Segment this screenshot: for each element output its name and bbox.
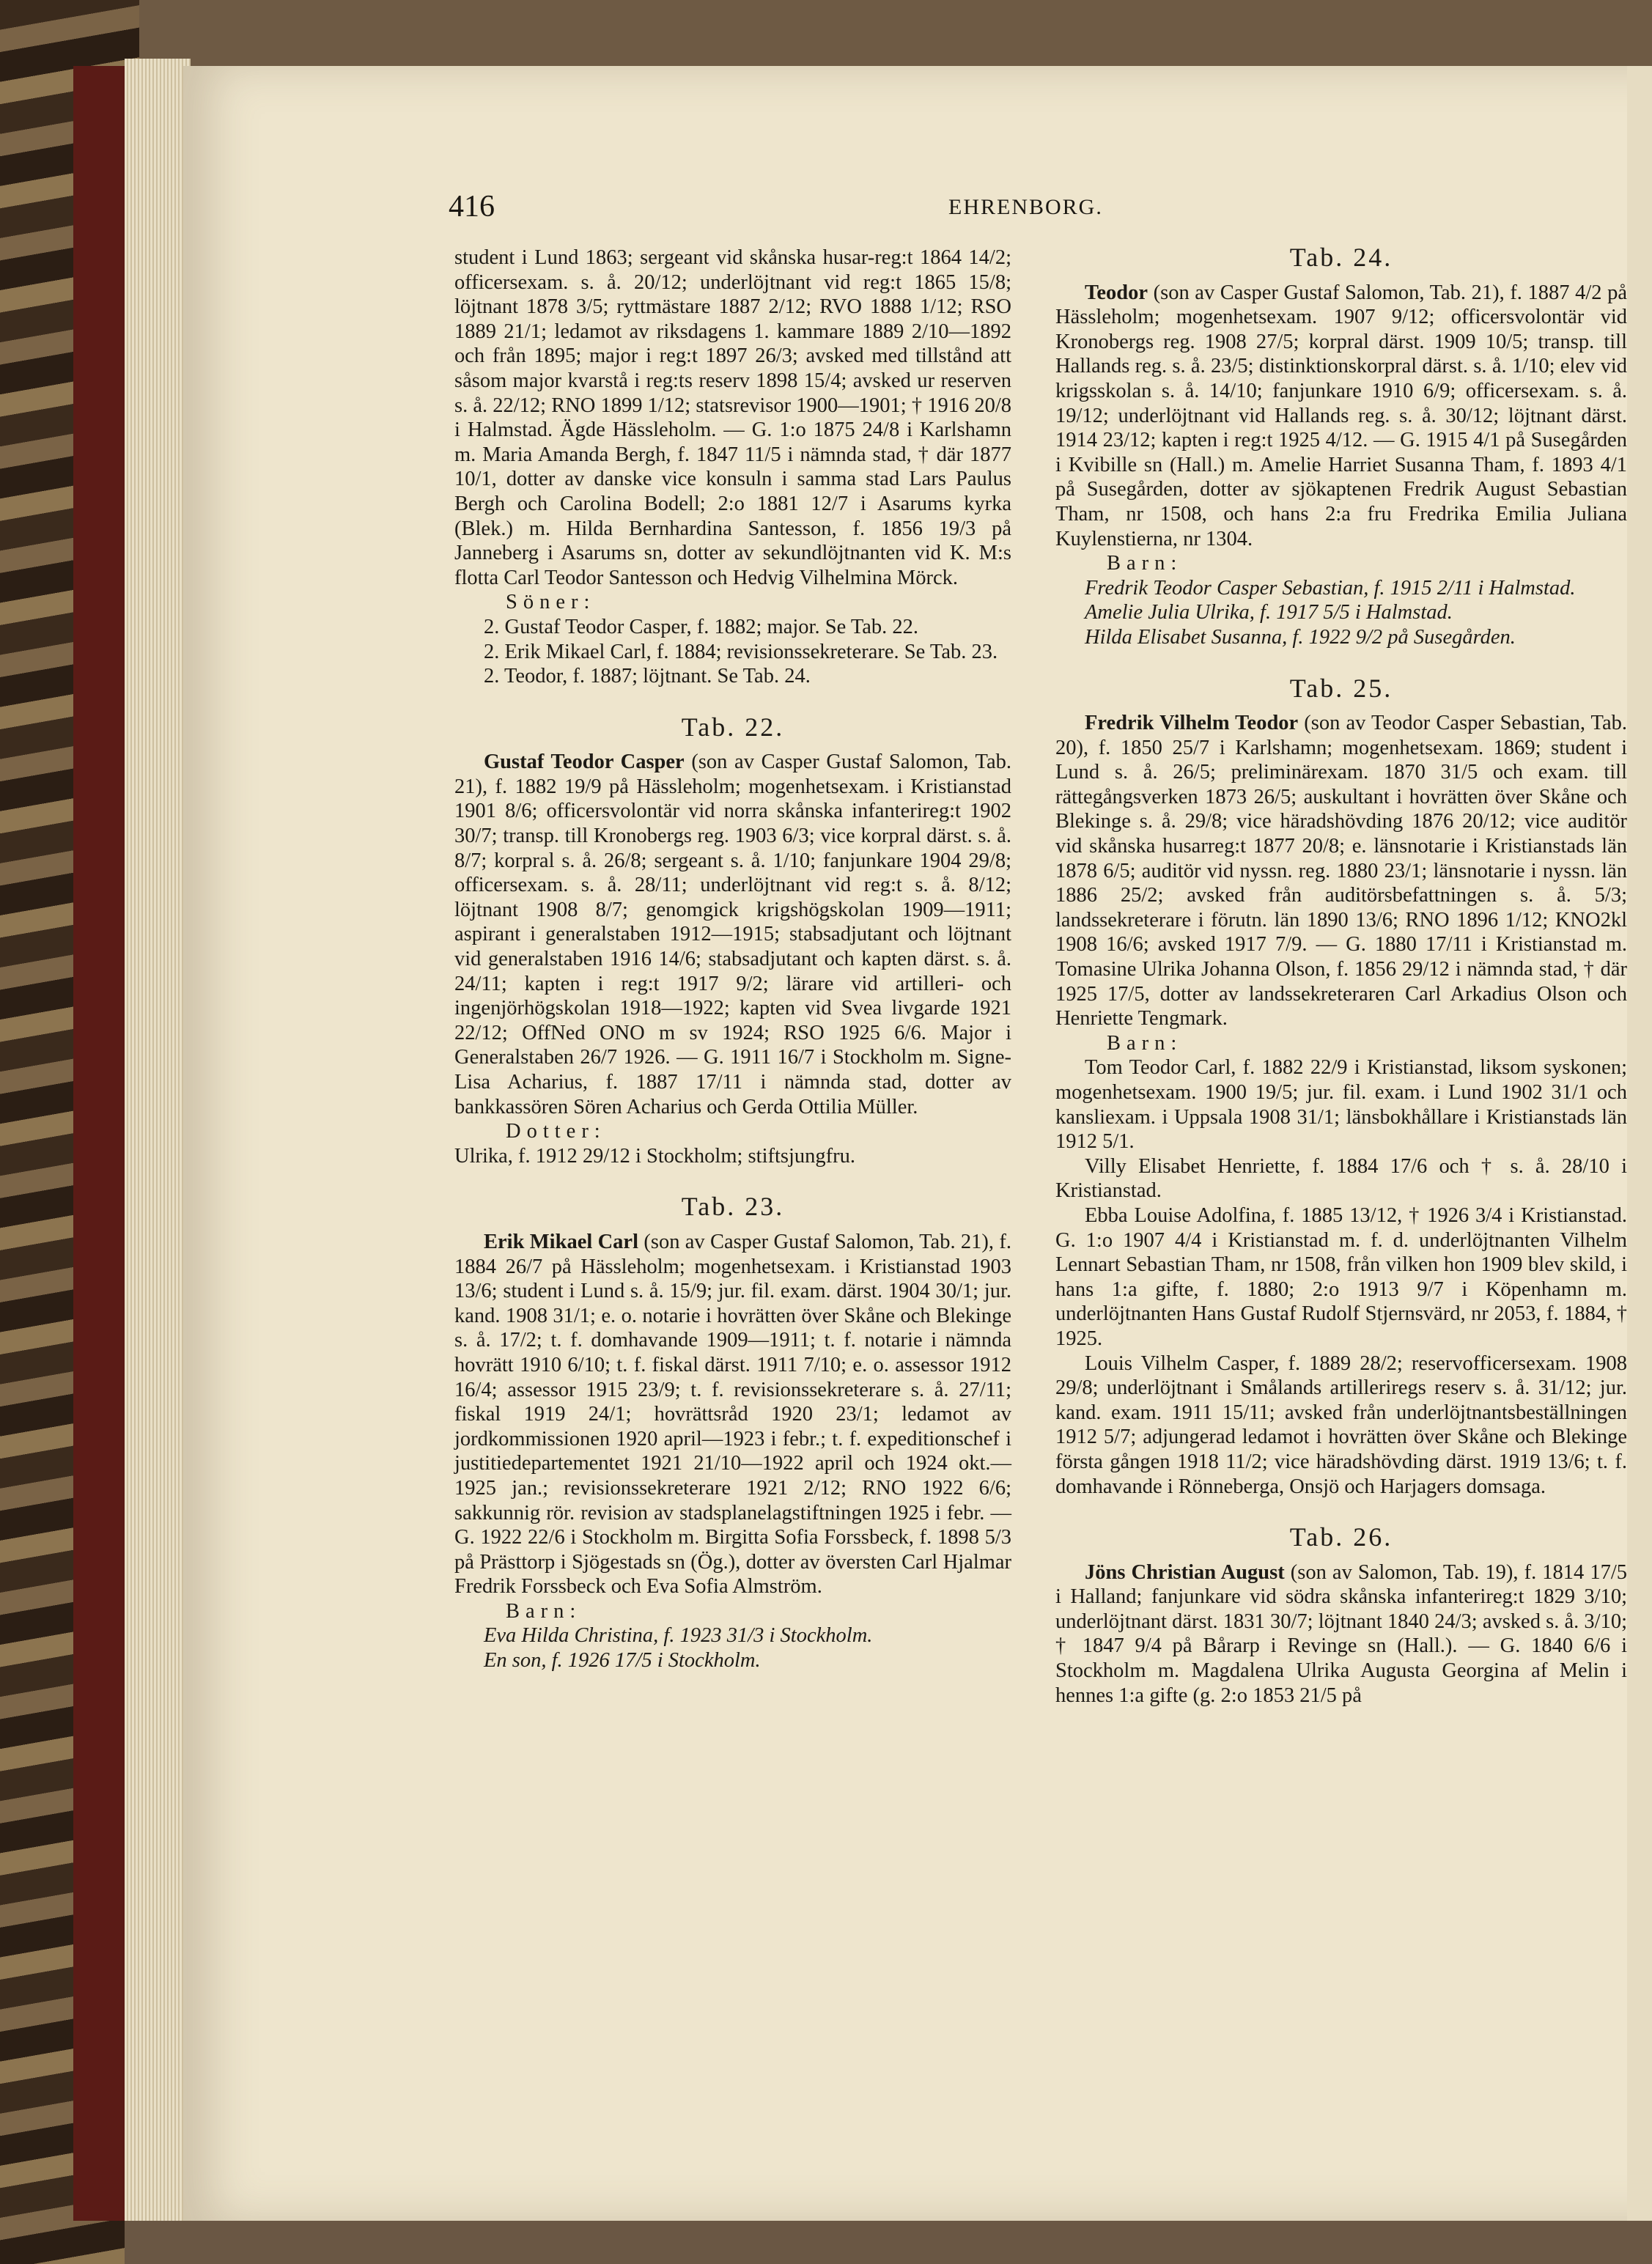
tab-23-children-heading: Barn: <box>506 1599 582 1623</box>
tab-24-child: Fredrik Teodor Casper Sebastian, f. 1915 2/11 i Halmstad. <box>1085 576 1576 600</box>
son-entry: 2. Erik Mikael Carl, f. 1884; revisionssekreterare. Se Tab. 23. <box>484 640 998 663</box>
tab-23-name: Erik Mikael Carl <box>484 1230 639 1253</box>
table-background <box>125 2221 1652 2264</box>
tab-22-name: Gustaf Teodor Casper <box>484 751 685 774</box>
tab-26-entry <box>1055 1560 1627 1708</box>
tab-25-child: Villy Elisabet Henriette, f. 1884 17/6 och † s. å. 28/10 i Kristianstad. <box>1055 1154 1627 1203</box>
tab-26-name: Jöns Christian August <box>1085 1560 1285 1584</box>
son-entry: 2. Teodor, f. 1887; löjtnant. Se Tab. 24. <box>484 665 811 688</box>
tab-23-text: (son av Casper Gustaf Salomon, Tab. 21), f. 1884 26/7 på Hässleholm; mogenhetsexam. i Kristianstad 1903 13/6; student i Lund s. å. 15/9; jur. fil. exam. därst. 1904 30/1; jur. kand. 1908 31/1; e. o. notarie i hovrätten över Skåne och Blekinge s. å. 17/2; t. f. domhavande 1909—1911; t. f. notarie i nämnda hovrätt 1910 6/10; t. f. fiskal därst. 1911 7/10; e. o. assessor 1912 16/4; assessor 1915 23/9; t. f. revisionssekreterare s. å. 27/11; fiskal 1919 24/1; hovrättsråd 1920 23/1; ledamot av jordkommissionen 1920 april—1923 i febr.; t. f. expeditionschef i justitiedepartementet 1921 21/10—1922 april och 1924 okt.—1925 jan.; revisionssekreterare 1921 2/12; RNO 1922 6/6; sakkunnig rör. revision av stadsplanelagstiftningen 1925 i febr. — G. 1922 22/6 i Stockholm m. Birgitta Sofia Forssbeck, f. 1898 5/3 på Prästtorp i Sjögestads sn (Ög.), dotter av översten Carl Hjalmar Fredrik Forssbeck och Eva Sofia Almström. <box>454 1230 1011 1599</box>
right-column <box>1055 243 1627 1708</box>
tab-23-entry <box>454 1230 1011 1599</box>
tab-25-child: Tom Teodor Carl, f. 1882 22/9 i Kristianstad, liksom syskonen; mogenhetsexam. 1900 19/5; jur. fil. exam. i Lund 1902 31/1 och kansliexam. i Uppsala 1908 31/1; länsbokhållare i Kristianstads län 1912 5/1. <box>1055 1056 1627 1154</box>
tab-25-child: Louis Vilhelm Casper, f. 1889 28/2; reservofficersexam. 1908 29/8; underlöjtnant i Smålands artilleriregs reserv s. å. 31/12; jur. kand. exam. 1911 15/11; avsked från underlöjtnantsbeställningen 1912 5/7; adjungerad ledamot i hovrätten över Skåne och Blekinge första gången 1918 11/2; vice häradshövding därst. 1919 13/6; t. f. domhavande i Rönneberga, Onsjö och Harjagers domsaga. <box>1055 1352 1627 1498</box>
intro-paragraph: student i Lund 1863; sergeant vid skånska husar-reg:t 1864 14/2; officersexam. s. å. 20/12; underlöjtnant vid reg:t 1865 15/8; löjtnant 1878 3/5; ryttmästare 1887 2/12; RVO 1888 1/12; RSO 1889 21/1; ledamot av riksdagens 1. kammare 1889 2/10—1892 och från 1895; major i reg:t 1897 26/3; avsked med tillstånd att såsom major kvarstå i reg:ts reserv 1898 15/4; avsked ur reserven s. å. 22/12; RNO 1899 1/12; statsrevisor 1900—1901; † 1916 20/8 i Halmstad. Ägde Hässleholm. — G. 1:o 1875 24/8 i Karlshamn m. Maria Amanda Bergh, f. 1847 11/5 i nämnda stad, † där 1877 10/1, dotter av danske vice konsuln i samma stad Lars Paulus Bergh och Carolina Bodell; 2:o 1881 12/7 i Asarums kyrka (Blek.) m. Hilda Bernhardina Santesson, f. 1856 19/3 på Janneberg i Asarums sn, dotter av sekundlöjtnanten vid K. M:s flotta Carl Teodor Santesson och Hedvig Vilhelmina Mörck. <box>454 246 1011 589</box>
tab-23-child: En son, f. 1926 17/5 i Stockholm. <box>484 1649 761 1673</box>
tab-24-heading: Tab. 24. <box>1289 243 1393 272</box>
tab-25-text: (son av Teodor Casper Sebastian, Tab. 20), f. 1850 25/7 i Karlshamn; mogenhetsexam. 1869; student i Lund s. å. 26/5; preliminärexam. 1870 31/5 och exam. till rättegångsverken 1873 26/5; auskultant i hovrätten över Skåne och Blekinge s. å. 29/8; vice häradshövding 1876 20/12; vice auditör vid skånska husarreg:t 1877 20/8; e. länsnotarie i Kristianstads län 1878 6/5; auditör vid nyssn. reg. 1880 23/1; länsnotarie i nyssn. län 1886 25/2; avsked från auditörsbefattningen s. å. 5/3; landssekreterare i förutn. län 1890 13/6; RNO 1896 1/12; KNO2kl 1908 16/6; avsked 1917 7/9. — G. 1880 17/11 i Kristianstad m. Tomasine Ulrika Johanna Olson, f. 1856 29/12 i nämnda stad, † där 1925 17/5, dotter av landssekreteraren Carl Arkadius Olson och Henriette Tengmark. <box>1055 712 1627 1030</box>
tab-24-text: (son av Casper Gustaf Salomon, Tab. 21), f. 1887 4/2 på Hässleholm; mogenhetsexam. 1907 9/12; officersvolontär vid Kronobergs reg. 1908 27/5; korpral därst. 1909 10/5; transp. till Hallands reg. s. å. 23/5; distinktionskorpral därst. s. å. 1/10; elev vid krigsskolan s. å. 14/10; fanjunkare 1910 6/9; officersexam. s. å. 19/12; underlöjtnant vid Hallands reg. s. å. 30/12; löjtnant därst. 1914 23/12; kapten i reg:t 1925 4/12. — G. 1915 4/1 på Susegården i Kvibille sn (Hall.) m. Amelie Harriet Susanna Tham, f. 1893 4/1 på Susegården, dotter av sjökaptenen Fredrik August Sebastian Tham, nr 1508, och hans 2:a fru Fredrika Emilia Juliana Kuylenstierna, nr 1304. <box>1055 281 1627 550</box>
tab-25-heading: Tab. 25. <box>1289 673 1393 703</box>
tab-22-text: (son av Casper Gustaf Salomon, Tab. 21), f. 1882 19/9 på Hässleholm; mogenhetsexam. i Kristianstad 1901 8/6; officersvolontär vid norra skånska infanterireg:t 1902 30/7; transp. till Kronobergs reg. 1903 6/3; vice korpral därst. s. å. 8/7; korpral s. å. 26/8; sergeant s. å. 1/10; fanjunkare 1904 29/8; officersexam. s. å. 28/11; underlöjtnant vid reg:t s. å. 8/12; löjtnant 1908 8/7; genomgick krigshögskolan 1909—1911; aspirant i generalstaben 1912—1915; stabsadjutant och löjtnant vid generalstaben 1916 14/6; stabsadjutant och kapten därst. s. å. 24/11; kapten i reg:t 1917 9/2; lärare vid artilleri- och ingenjörhögskolan 1918—1922; kapten vid Svea livgarde 1921 22/12; OffNed ONO m sv 1924; RSO 1925 6/6. Major i Generalstaben 26/7 1926. — G. 1911 16/7 i Stockholm m. Signe-Lisa Acharius, f. 1887 17/11 i nämnda stad, dotter av bankkassören Sören Acharius och Gerda Ottilia Müller. <box>454 751 1011 1118</box>
tab-22-child: Ulrika, f. 1912 29/12 i Stockholm; stiftsjungfru. <box>454 1144 856 1168</box>
tab-22-children-heading: Dotter: <box>506 1120 606 1143</box>
page-number: 416 <box>449 190 495 224</box>
tab-25-entry <box>1055 711 1627 1031</box>
tab-24-child: Amelie Julia Ulrika, f. 1917 5/5 i Halmstad. <box>1085 601 1453 624</box>
tab-22-heading: Tab. 22. <box>681 712 785 742</box>
tab-23-child: Eva Hilda Christina, f. 1923 31/3 i Stockholm. <box>484 1624 873 1648</box>
son-entry: 2. Gustaf Teodor Casper, f. 1882; major. Se Tab. 22. <box>484 615 919 638</box>
page-stack-edge <box>125 59 191 2221</box>
tab-26-heading: Tab. 26. <box>1289 1522 1393 1552</box>
tab-24-child: Hilda Elisabet Susanna, f. 1922 9/2 på Susegården. <box>1085 625 1516 649</box>
family-name-header: EHRENBORG. <box>948 195 1103 219</box>
tab-26-text: (son av Salomon, Tab. 19), f. 1814 17/5 i Halland; fanjunkare vid södra skånska infanterireg:t 1829 3/10; underlöjtnant därst. 1831 30/7; löjtnant 1840 24/3; avsked s. å. 3/10; † 1847 9/4 på Bårarp i Revinge sn (Hall.). — G. 1840 6/6 i Stockholm m. Magdalena Ulrika Augusta Georgina af Melin i hennes 1:a gifte (g. 2:o 1853 21/5 på <box>1055 1560 1627 1707</box>
tab-24-name: Teodor <box>1085 281 1148 304</box>
book-spine-edge <box>73 66 132 2221</box>
tab-22-entry <box>454 750 1011 1119</box>
tab-25-children-heading: Barn: <box>1107 1031 1183 1055</box>
tab-25-child: Ebba Louise Adolfina, f. 1885 13/12, † 1926 3/4 i Kristianstad. G. 1:o 1907 4/4 i Kristianstad m. f. d. underlöjtnanten Vilhelm Lennart Sebastian Tham, nr 1508, från vilken hon 1909 blev skild, i hans 1:a gifte, f. 1880; 2:o 1913 9/7 i Köpenhamn m. underlöjtnanten Hans Gustaf Rudolf Stjernsvärd, nr 2053, f. 1884, † 1925. <box>1055 1203 1627 1350</box>
tab-23-heading: Tab. 23. <box>681 1192 785 1222</box>
running-head <box>449 189 1618 226</box>
sons-heading: Söner: <box>506 591 596 614</box>
tab-24-entry <box>1055 281 1627 552</box>
next-page-edge <box>1627 66 1652 2221</box>
left-column <box>454 246 1011 1673</box>
tab-25-name: Fredrik Vilhelm Teodor <box>1085 712 1299 735</box>
tab-24-children-heading: Barn: <box>1107 552 1183 575</box>
